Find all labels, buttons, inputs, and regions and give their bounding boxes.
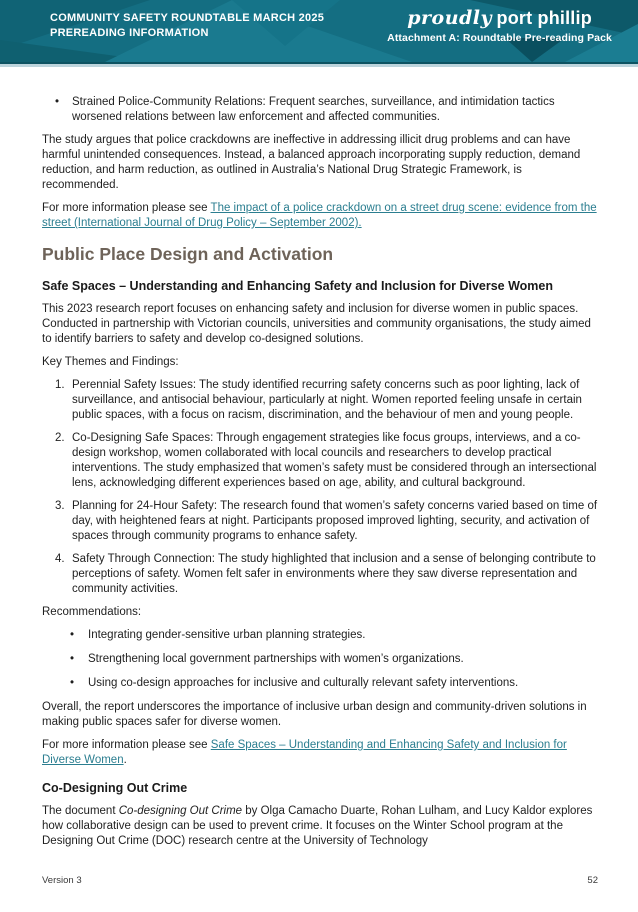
safe-spaces-intro: This 2023 research report focuses on enhancing safety and inclusion for diverse women in public spaces. Conducted in partnership with Victorian councils, universities and community organisations, the study aimed to identify barriers to safety and develop co-designed solutions. xyxy=(42,303,591,345)
document-title-italic: Co-designing Out Crime xyxy=(118,805,243,817)
safe-spaces-heading: Safe Spaces – Understanding and Enhancing Safety and Inclusion for Diverse Women xyxy=(42,279,553,293)
page-number: 52 xyxy=(587,875,598,886)
logo-script-word: proudly xyxy=(407,7,493,29)
port-phillip-logo xyxy=(387,7,612,29)
header-right xyxy=(387,7,612,44)
para-text: The document xyxy=(42,805,119,817)
item-text: Planning for 24-Hour Safety: The research found that women’s safety concerns varied based on time of day, with heightened fears at night. Participants proposed improved lighting, security, and activation of spaces through community programs to enhance safety. xyxy=(72,500,598,542)
bullet-text: Strained Police-Community Relations: Frequent searches, surveillance, and intimidation tactics worsened relations between law enforcement and affected communities. xyxy=(72,96,555,123)
recommendation-text: Strengthening local government partnerships with women’s organizations. xyxy=(88,653,464,665)
recommendation-text: Integrating gender-sensitive urban planning strategies. xyxy=(88,629,366,641)
recommendation-text: Using co-design approaches for inclusive and culturally relevant safety interventions. xyxy=(88,677,519,689)
more-info-prefix: For more information please see xyxy=(42,739,211,751)
attachment-label: Attachment A: Roundtable Pre-reading Pack xyxy=(387,32,612,44)
document-title-line1: COMMUNITY SAFETY ROUNDTABLE MARCH 2025 xyxy=(50,12,325,24)
list-item xyxy=(42,95,598,125)
key-themes-label: Key Themes and Findings: xyxy=(42,356,179,368)
link-suffix: . xyxy=(123,754,127,766)
numbered-item xyxy=(42,378,598,423)
numbered-item xyxy=(42,431,598,491)
logo-bold-word: port phillip xyxy=(496,8,592,28)
recommendation-item xyxy=(70,628,598,643)
bullet-marker: • xyxy=(70,653,75,665)
recommendations-label: Recommendations: xyxy=(42,606,142,618)
overall-paragraph: Overall, the report underscores the importance of inclusive urban design and community-driven solutions in making public spaces safer for diverse women. xyxy=(42,701,587,728)
more-info-prefix: For more information please see xyxy=(42,202,211,214)
crackdown-study-link[interactable]: The impact of a police crackdown on a street drug scene: evidence from the street (International Journal of Drug Policy – September 2002). xyxy=(42,202,597,229)
co-designing-paragraph xyxy=(42,804,598,849)
document-title-line2: PREREADING INFORMATION xyxy=(50,27,209,39)
para-text: by Olga Camacho Duarte, Rohan Lulham, and Lucy Kaldor explores how collaborative design can be used to prevent crime. It focuses on the Winter School program at the Designing Out Crime (DOC) research centre at the University of Technology xyxy=(42,805,593,847)
item-text: Perennial Safety Issues: The study identified recurring safety concerns such as poor lighting, lack of surveillance, and antisocial behaviour, particularly at night. Women reported feeling unsafe in certain public spaces, with a focus on racism, discrimination, and the behaviour of men and young people. xyxy=(72,379,582,421)
numbered-item xyxy=(42,499,598,544)
more-info-paragraph xyxy=(42,738,598,768)
co-designing-heading: Co-Designing Out Crime xyxy=(42,781,188,795)
recommendation-item xyxy=(70,676,598,691)
recommendation-item xyxy=(70,652,598,667)
item-number: 1. xyxy=(55,379,65,391)
numbered-item xyxy=(42,552,598,597)
version-label: Version 3 xyxy=(42,875,82,886)
paragraph-crackdowns: The study argues that police crackdowns are ineffective in addressing illicit drug problems and can have harmful unintended consequences. Instead, a balanced approach incorporating supply reduction, demand reduction, and harm reduction, as outlined in Australia’s National Drug Strategic Framework, is recommended. xyxy=(42,134,581,191)
page-footer xyxy=(42,875,598,886)
item-number: 4. xyxy=(55,553,65,565)
item-text: Co-Designing Safe Spaces: Through engagement strategies like focus groups, interviews, and a co-design workshop, women collaborated with local councils and researchers to develop practical interventions. The study emphasized that women’s safety must be considered through an intersectional lens, acknowledging different experiences based on age, ability, and cultural background. xyxy=(72,432,597,489)
item-number: 3. xyxy=(55,500,65,512)
document-title xyxy=(50,11,324,41)
bullet-marker: • xyxy=(70,677,75,689)
section-heading: Public Place Design and Activation xyxy=(42,244,334,264)
page-content xyxy=(42,65,598,857)
item-text: Safety Through Connection: The study highlighted that inclusion and a sense of belonging contribute to perceptions of safety. Women felt safer in environments where they saw diverse representation and community activities. xyxy=(72,553,596,595)
bullet-marker: • xyxy=(70,629,75,641)
item-number: 2. xyxy=(55,432,65,444)
header-banner xyxy=(0,0,638,64)
safe-spaces-link[interactable]: Safe Spaces – Understanding and Enhancing Safety and Inclusion for Diverse Women xyxy=(42,739,567,766)
more-info-paragraph xyxy=(42,201,598,231)
bullet-marker: • xyxy=(55,96,60,108)
